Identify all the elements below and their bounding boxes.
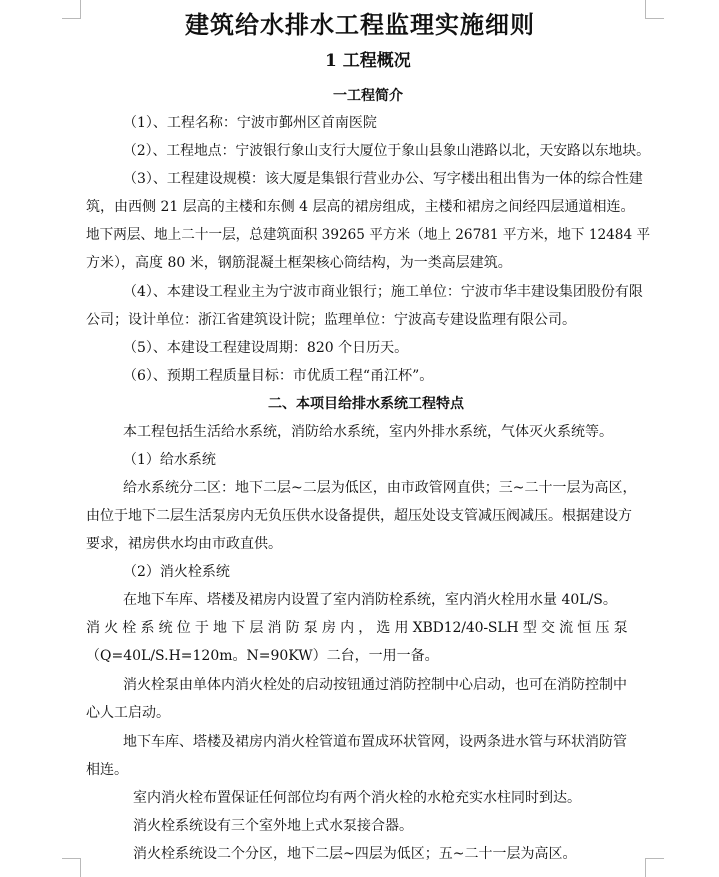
paragraph-line: 消 火 栓 系 统 位 于 地 下 层 消 防 泵 房 内 ， 选 用 XBD12/40-SLH 型 交 流 恒 压 泵 [86,620,628,636]
paragraph-line: 地下两层、地上二十一层，总建筑面积 39265 平方米（地上 26781 平方米，地下 12484 平 [86,227,651,243]
paragraph-line: （1）、工程名称：宁波市鄞州区首南医院 [123,115,377,131]
section-heading: 1 工程概况 [325,51,411,71]
subsection-heading: 一工程简介 [333,88,403,104]
paragraph-line: 消火栓系统设有三个室外地上式水泵接合器。 [133,818,413,834]
paragraph-line: 筑，由西侧 21 层高的主楼和东侧 4 层高的裙房组成，主楼和裙房之间经四层通道相连。 [86,199,635,215]
paragraph-line: 地下车库、塔楼及裙房内消火栓管道布置成环状管网，设两条进水管与环状消防管 [123,734,627,750]
paragraph-line: （6）、预期工程质量目标：市优质工程“甬江杯”。 [123,368,434,384]
paragraph-line: 要求，裙房供水均由市政直供。 [86,536,282,552]
paragraph-line: 在地下车库、塔楼及裙房内设置了室内消防栓系统，室内消火栓用水量 40L/S。 [123,592,617,608]
paragraph-line: 心人工启动。 [86,705,170,721]
paragraph-line: （4）、本建设工程业主为宁波市商业银行；施工单位：宁波市华丰建设集团股份有限 [123,284,643,300]
paragraph-heading: （1）给水系统 [123,452,216,468]
subsection-heading: 二、本项目给排水系统工程特点 [268,396,464,412]
paragraph-line: 由位于地下二层生活泵房内无负压供水设备提供，超压处设支管减压阀减压。根据建设方 [86,508,632,524]
paragraph-line: （5）、本建设工程建设周期：820 个日历天。 [123,340,409,356]
document-title: 建筑给水排水工程监理实施细则 [185,10,535,39]
paragraph-line: 消火栓系统设二个分区，地下二层~四层为低区；五~二十一层为高区。 [133,846,577,862]
paragraph-line: 相连。 [86,762,128,778]
paragraph-line: （3）、工程建设规模：该大厦是集银行营业办公、写字楼出租出售为一体的综合性建 [123,171,643,187]
page-corner-mark [62,858,81,877]
paragraph-line: （2）、工程地点：宁波银行象山支行大厦位于象山县象山港路以北，天安路以东地块。 [123,143,650,159]
paragraph-line: 公司；设计单位：浙江省建筑设计院；监理单位：宁波高专建设监理有限公司。 [86,312,576,328]
page-corner-mark [62,0,81,19]
paragraph-heading: （2）消火栓系统 [123,564,230,580]
page-corner-mark [645,0,664,19]
paragraph-line: 消火栓泵由单体内消火栓处的启动按钮通过消防控制中心启动，也可在消防控制中 [123,677,627,693]
page-corner-mark [645,858,664,877]
paragraph-line: 方米），高度 80 米，钢筋混凝土框架核心筒结构，为一类高层建筑。 [86,255,512,271]
paragraph-line: 本工程包括生活给水系统，消防给水系统，室内外排水系统，气体灭火系统等。 [123,424,613,440]
paragraph-line: 给水系统分二区：地下二层~二层为低区，由市政管网直供；三~二十一层为高区， [123,480,637,496]
paragraph-line: （Q=40L/S.H=120m。N=90KW）二台，一用一备。 [86,648,439,664]
paragraph-line: 室内消火栓布置保证任何部位均有两个消火栓的水枪充实水柱同时到达。 [133,790,581,806]
